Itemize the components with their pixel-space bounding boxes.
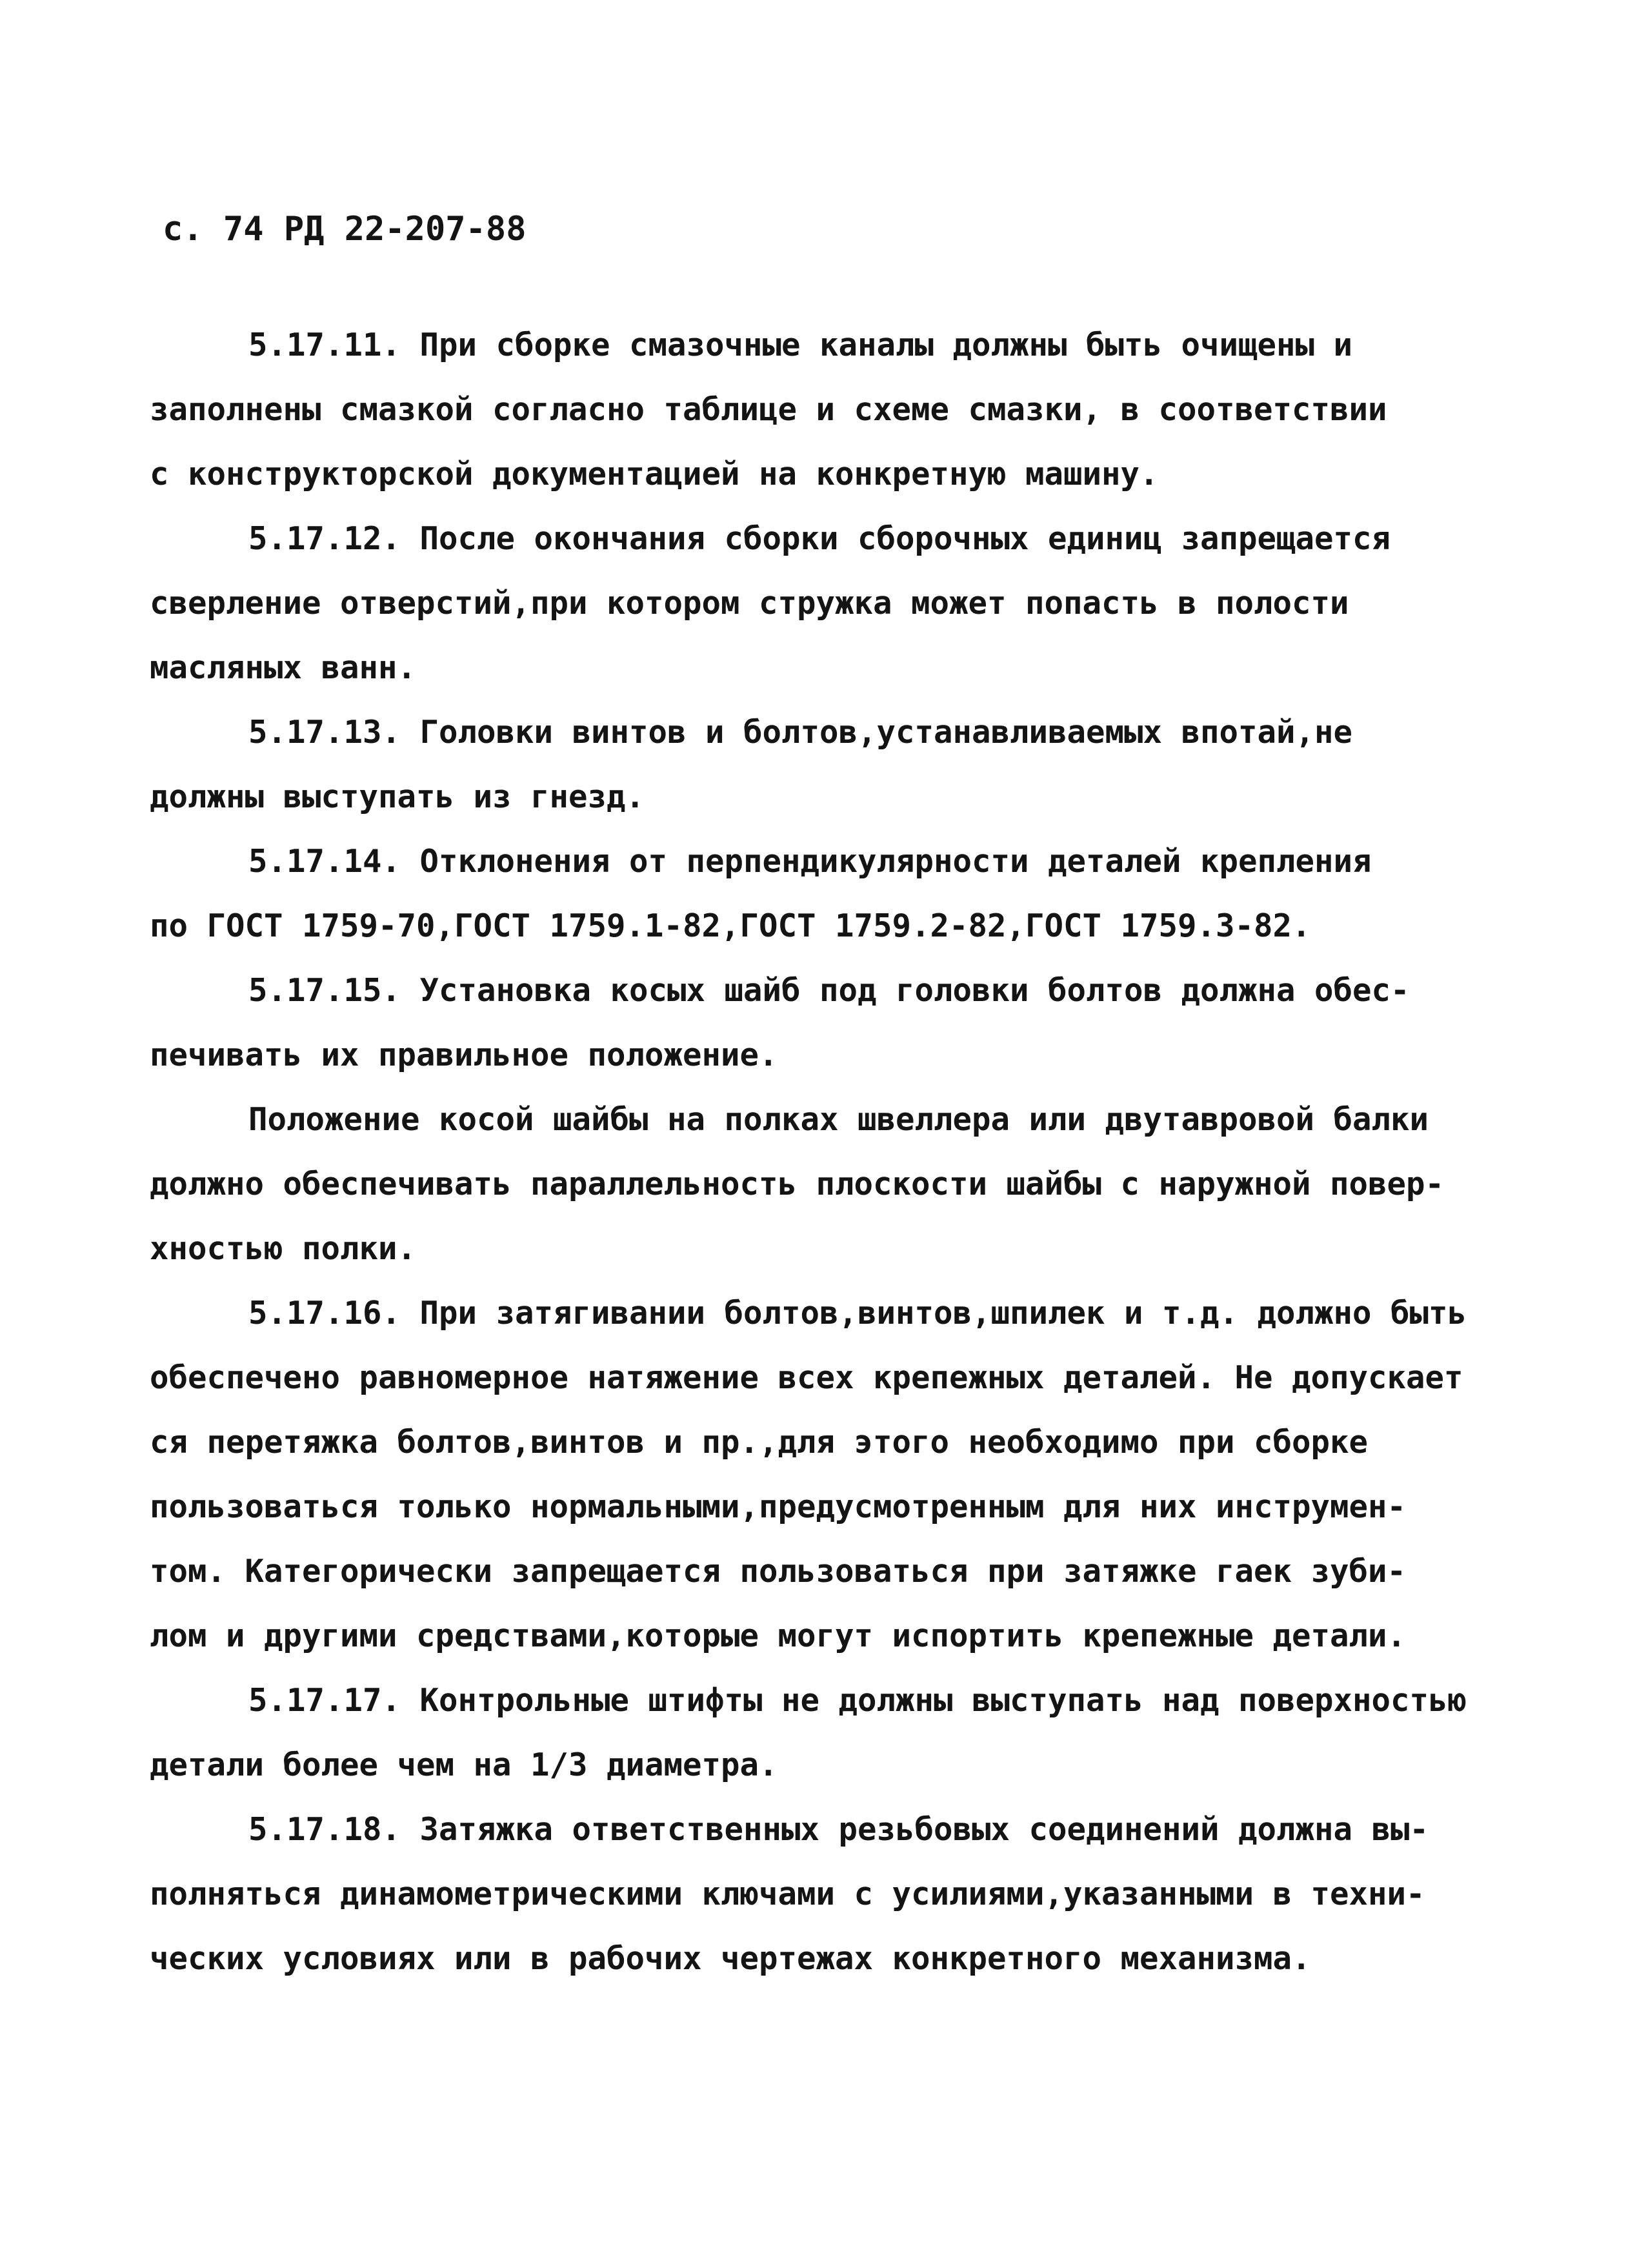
text-line: должно обеспечивать параллельность плоскости шайбы с наружной повер- <box>150 1166 1445 1202</box>
text-line: с конструкторской документацией на конкретную машину. <box>150 456 1159 492</box>
text-line: ческих условиях или в рабочих чертежах конкретного механизма. <box>150 1940 1311 1977</box>
text-line: масляных ванн. <box>150 649 417 686</box>
text-line: 5.17.12. После окончания сборки сборочных единиц запрещается <box>248 520 1391 557</box>
text-line: по ГОСТ 1759-70,ГОСТ 1759.1-82,ГОСТ 1759.2-82,ГОСТ 1759.3-82. <box>150 907 1311 944</box>
text-line: 5.17.18. Затяжка ответственных резьбовых соединений должна вы- <box>248 1811 1429 1848</box>
text-line: должны выступать из гнезд. <box>150 778 645 815</box>
text-line: ся перетяжка болтов,винтов и пр.,для этого необходимо при сборке <box>150 1424 1369 1461</box>
text-line: полняться динамометрическими ключами с усилиями,указанными в техни- <box>150 1876 1425 1912</box>
page-header: с. 74 РД 22-207-88 <box>163 210 527 248</box>
text-line: пользоваться только нормальными,предусмотренным для них инструмен- <box>150 1488 1407 1525</box>
text-line: сверление отверстий,при котором стружка может попасть в полости <box>150 585 1349 622</box>
text-line: 5.17.17. Контрольные штифты не должны выступать над поверхностью <box>248 1682 1467 1719</box>
text-line: печивать их правильное положение. <box>150 1037 778 1073</box>
text-line: обеспечено равномерное натяжение всех крепежных деталей. Не допускает <box>150 1359 1463 1396</box>
text-line: Положение косой шайбы на полках швеллера или двутавровой балки <box>248 1101 1429 1138</box>
text-line: 5.17.11. При сборке смазочные каналы должны быть очищены и <box>248 327 1353 363</box>
text-line: 5.17.15. Установка косых шайб под головки болтов должна обес- <box>248 972 1410 1009</box>
text-line: 5.17.16. При затягивании болтов,винтов,шпилек и т.д. должно быть <box>248 1295 1467 1331</box>
text-line: детали более чем на 1/3 диаметра. <box>150 1747 778 1783</box>
text-line: 5.17.14. Отклонения от перпендикулярности деталей крепления <box>248 843 1372 880</box>
text-line: заполнены смазкой согласно таблице и схеме смазки, в соответствии <box>150 391 1387 428</box>
text-line: 5.17.13. Головки винтов и болтов,устанавливаемых впотай,не <box>248 714 1353 751</box>
text-line: том. Категорически запрещается пользоваться при затяжке гаек зуби- <box>150 1553 1407 1590</box>
text-line: хностью полки. <box>150 1230 417 1267</box>
text-line: лом и другими средствами,которые могут испортить крепежные детали. <box>150 1617 1407 1654</box>
